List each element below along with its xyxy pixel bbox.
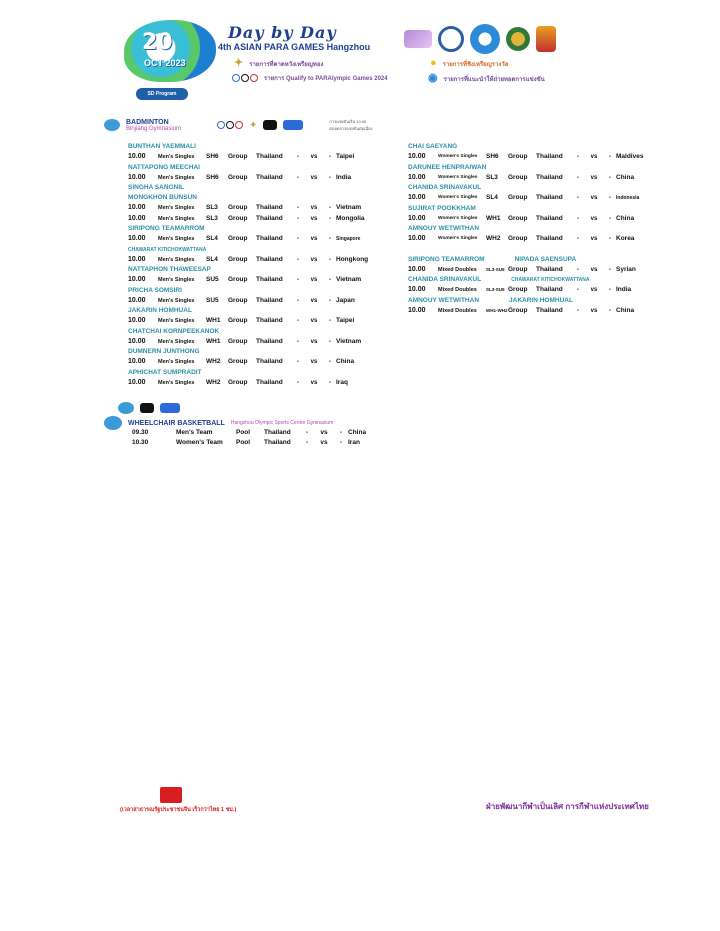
match-round: Pool [236, 429, 251, 436]
versus-label: vs [590, 236, 598, 242]
legend-gold-expected [234, 58, 323, 69]
separator-dash: - [329, 236, 331, 242]
match-time: 10.00 [128, 337, 146, 345]
separator-dash: - [297, 297, 299, 304]
badminton-venue: Binjiang Gymnasium [126, 125, 182, 132]
athlete-name: AMNOUY WETWITHAN [408, 225, 480, 232]
legend-qualify [232, 73, 388, 83]
athlete-name: JAKARIN HOMHUAL [128, 307, 192, 314]
versus-label: vs [320, 439, 328, 446]
athlete-name: CHAI SAEYANG [408, 143, 458, 150]
separator-dash: - [577, 287, 579, 293]
separator-dash: - [577, 215, 579, 222]
separator-dash: - [609, 287, 611, 293]
versus-label: vs [310, 215, 318, 222]
match-round: Group [228, 378, 248, 386]
match-event: Women's Singles [438, 174, 478, 180]
athlete-name: BUNTHAN YAEMMALI [128, 143, 196, 150]
match-team: Thailand [256, 173, 283, 181]
match-time: 10.00 [128, 214, 146, 222]
match-event: Men's Singles [158, 338, 195, 345]
athlete-name: NATTAPHON THAWEESAP [128, 266, 211, 273]
athlete-name: SIRIPONG TEAMARROM [128, 225, 205, 232]
versus-label: vs [310, 318, 318, 324]
section-gap [408, 245, 654, 255]
separator-dash: - [577, 236, 579, 242]
match-event: Men's Singles [158, 205, 195, 211]
athlete-name: APHICHAT SUMPRADIT [128, 368, 202, 376]
china-flag-icon [160, 787, 182, 803]
match-event: Men's Singles [158, 154, 195, 160]
match-round: Group [228, 276, 248, 283]
match-round: Group [228, 235, 248, 242]
match-event: Men's Singles [158, 297, 195, 304]
separator-dash: - [329, 318, 331, 324]
match-team: Thailand [536, 265, 563, 273]
athlete-name: DUMNERN JUNTHONG [128, 348, 200, 355]
match-event: Mixed Doubles [438, 307, 477, 314]
organizer-credit: ฝ่ายพัฒนากีฬาเป็นเลิศ การกีฬาแห่งประเทศไทย [486, 802, 649, 811]
match-opponent: Syrian [616, 265, 636, 273]
separator-dash: - [577, 266, 579, 273]
versus-label: vs [590, 154, 598, 160]
page-title: Day by Day [228, 23, 337, 42]
match-event: Women's Singles [438, 195, 478, 200]
match-event: Men's Singles [158, 215, 195, 222]
legend-medal-event [430, 58, 508, 69]
date-badge [124, 20, 216, 82]
match-row [408, 265, 654, 276]
match-row [128, 316, 374, 327]
match-row [128, 214, 374, 225]
match-row [128, 234, 374, 245]
versus-label: vs [310, 379, 318, 386]
match-opponent: Iraq [336, 378, 348, 386]
match-round: Group [508, 214, 528, 222]
athlete-name: SIRIPONG TEAMARROM [408, 255, 485, 263]
match-round: Group [228, 214, 248, 222]
separator-dash: - [577, 195, 579, 201]
separator-dash: - [297, 174, 299, 181]
match-round: Group [228, 317, 248, 324]
match-opponent: India [336, 173, 352, 181]
match-row [408, 306, 654, 317]
date-month: OCT 2023 [144, 58, 186, 68]
match-opponent: Vietnam [336, 337, 362, 345]
versus-label: vs [590, 195, 598, 201]
separator-dash: - [297, 277, 299, 283]
match-team: Thailand [256, 255, 283, 263]
separator-dash: - [329, 338, 331, 345]
match-opponent: China [616, 214, 635, 222]
match-event: Men's Singles [158, 318, 195, 324]
wheelchair-basketball-icon [104, 416, 122, 430]
basketball-title: WHEELCHAIR BASKETBALL [128, 419, 225, 427]
match-team: Thailand [256, 276, 283, 283]
match-opponent: China [336, 358, 355, 365]
match-time: 10.00 [128, 153, 146, 160]
match-time: 10.00 [128, 358, 146, 365]
match-time: 10.00 [128, 378, 146, 386]
paralympic-committee-logo-icon [536, 26, 556, 52]
broadcaster-logo-icon [160, 403, 180, 413]
match-round: Group [508, 173, 528, 181]
separator-dash: - [339, 429, 343, 436]
match-event: Mixed Doubles [438, 287, 477, 293]
program-badge: SD Program [136, 88, 188, 100]
match-opponent: Indonesia [616, 195, 640, 201]
badminton-title: BADMINTON [126, 118, 169, 126]
separator-dash: - [329, 205, 331, 211]
separator-dash: - [329, 215, 331, 222]
versus-label: vs [310, 338, 318, 345]
match-time: 10.00 [408, 306, 426, 314]
match-team: Thailand [536, 286, 563, 293]
separator-dash: - [609, 266, 611, 273]
match-event: Women's Singles [438, 154, 478, 159]
legend-gold-label: รายการที่คาดหวังเหรียญทอง [249, 61, 324, 68]
match-event: Women's Singles [438, 236, 478, 241]
match-team: Thailand [536, 173, 563, 181]
match-opponent: Mongolia [336, 214, 365, 222]
medal-icon: ● [430, 57, 437, 69]
timezone-note: (เวลาสาธารณรัฐประชาชนจีน เร็วกว่าไทย 1 ชม.) [120, 807, 237, 813]
separator-dash: - [329, 154, 331, 160]
match-event: Women's Singles [438, 215, 478, 221]
match-opponent: Iran [348, 439, 360, 446]
match-class: SU5 [206, 296, 219, 304]
match-team: Thailand [256, 235, 283, 242]
badminton-shuttle-logo-icon [404, 30, 432, 48]
separator-dash: - [339, 439, 343, 446]
separator-dash: - [329, 379, 331, 386]
match-row [128, 255, 374, 266]
separator-dash: - [305, 439, 309, 446]
match-opponent: Singapore [336, 236, 361, 242]
match-team: Thailand [256, 214, 283, 222]
match-round: Group [228, 337, 248, 345]
match-time: 09.30 [132, 429, 149, 436]
match-round: Group [508, 235, 528, 242]
match-class: WH2 [206, 378, 221, 386]
match-time: 10.00 [128, 317, 146, 324]
match-time: 10.00 [128, 204, 146, 211]
gold-star-icon: ✦ [234, 57, 244, 69]
match-row [128, 296, 374, 307]
basketball-match-row [132, 438, 388, 448]
match-class: SH6 [206, 153, 219, 160]
match-time: 10.00 [408, 286, 426, 293]
athlete-name: SUJIRAT POOKKHAM [408, 204, 476, 212]
match-class: WH1 [206, 337, 221, 345]
match-class: SL4 [206, 255, 218, 263]
match-opponent: India [616, 286, 632, 293]
athlete-name: NIPADA SAENSUPA [514, 255, 577, 263]
separator-dash: - [609, 236, 611, 242]
versus-label: vs [590, 215, 598, 222]
match-class: SL3 [206, 214, 218, 222]
basketball-logos [118, 402, 180, 414]
match-time: 10.00 [408, 214, 426, 222]
separator-dash: - [329, 359, 331, 365]
match-row [408, 214, 654, 225]
versus-label: vs [310, 174, 318, 181]
separator-dash: - [609, 195, 611, 201]
athlete-name: CHAWARAT KITICHOKWATTANA [511, 277, 590, 283]
legend-medal-label: รายการที่ชิงเหรียญรางวัล [442, 61, 509, 68]
athlete-pair [408, 275, 654, 285]
match-time: 10.00 [408, 153, 426, 160]
match-team: Thailand [536, 194, 563, 201]
separator-dash: - [609, 154, 611, 160]
match-team: Thailand [256, 204, 283, 211]
match-class: SL4 [206, 235, 218, 242]
match-time: 10.00 [408, 194, 426, 201]
separator-dash: - [329, 256, 331, 263]
match-team: Thailand [536, 153, 563, 160]
match-class: WH1-WH2 [486, 307, 508, 313]
match-team: Thailand [256, 337, 283, 345]
athlete-pair [408, 255, 654, 265]
match-class: WH1 [486, 214, 501, 222]
versus-label: vs [310, 277, 318, 283]
versus-label: vs [310, 205, 318, 211]
athlete-name: PRICHA SOMSIRI [128, 286, 182, 294]
match-class: SL4 [486, 194, 498, 201]
match-class: SL3 [486, 173, 498, 181]
match-row [408, 152, 654, 163]
match-row [128, 337, 374, 348]
match-round: Group [228, 358, 248, 365]
match-opponent: Maldives [616, 153, 644, 160]
gold-star-icon: ✦ [249, 119, 258, 131]
separator-dash: - [305, 429, 309, 436]
match-event: Men's Singles [158, 277, 195, 283]
royal-emblem-icon [506, 27, 530, 51]
match-time: 10.00 [408, 235, 426, 242]
tv-channel-logo-icon [140, 403, 154, 413]
broadcaster-logo-icon [283, 120, 303, 130]
versus-label: vs [320, 429, 328, 436]
match-class: SH6 [206, 173, 219, 181]
match-opponent: Vietnam [336, 276, 362, 283]
match-event: Men's Singles [158, 359, 195, 365]
match-team: Thailand [536, 235, 563, 242]
match-team: Thailand [256, 358, 283, 365]
match-time: 10.00 [128, 276, 146, 283]
separator-dash: - [297, 338, 299, 345]
match-opponent: Hongkong [336, 255, 369, 263]
match-team: Thailand [256, 153, 283, 160]
match-team: Thailand [264, 429, 291, 436]
athlete-name: DARUNEE HENPRAIWAN [408, 163, 487, 171]
separator-dash: - [577, 174, 579, 181]
badminton-header [104, 118, 372, 132]
match-row [128, 203, 374, 214]
match-team: Thailand [536, 306, 563, 314]
separator-dash: - [297, 379, 299, 386]
separator-dash: - [609, 215, 611, 222]
basketball-match-row [132, 428, 388, 438]
match-round: Group [228, 173, 248, 181]
match-class: SH6 [486, 153, 499, 160]
match-row [408, 193, 654, 204]
versus-label: vs [310, 154, 318, 160]
match-row [128, 152, 374, 163]
legend-recommend-label: รายการที่แนะนำให้ถ่ายทอดการแข่งขัน [443, 76, 545, 83]
versus-label: vs [310, 297, 318, 304]
badminton-player-icon [104, 119, 120, 131]
match-round: Group [508, 153, 528, 160]
match-event: Men's Singles [158, 174, 195, 181]
match-event: Men's Singles [158, 256, 195, 263]
match-round: Pool [236, 439, 251, 446]
match-row [408, 173, 654, 184]
sports-authority-logo-icon [470, 24, 500, 54]
basketball-venue: Hangzhou Olympic Sports Centre Gymnasium [230, 420, 334, 426]
tv-channel-logo-icon [263, 120, 277, 130]
versus-label: vs [310, 256, 318, 263]
match-round: Group [508, 265, 528, 273]
match-opponent: Taipei [336, 317, 355, 324]
match-time: 10.30 [132, 439, 149, 446]
match-team: Thailand [256, 378, 283, 386]
match-opponent: China [616, 173, 635, 181]
match-row [128, 173, 374, 184]
match-team: Thailand [256, 296, 283, 304]
match-row [128, 357, 374, 368]
basketball-rows [132, 428, 388, 448]
match-time: 10.00 [128, 173, 146, 181]
match-class: WH1 [206, 317, 221, 324]
separator-dash: - [297, 205, 299, 211]
separator-dash: - [297, 154, 299, 160]
match-class: SU5 [206, 276, 219, 283]
separator-dash: - [329, 297, 331, 304]
versus-label: vs [590, 266, 598, 273]
match-team: Thailand [256, 317, 283, 324]
match-round: Group [228, 153, 248, 160]
match-class: WH2 [486, 235, 501, 242]
match-round: Group [228, 204, 248, 211]
organization-logos [404, 24, 556, 54]
match-class: SL3-SU5 [486, 266, 505, 272]
match-round: Group [508, 306, 528, 314]
match-team: Thailand [536, 214, 563, 222]
separator-dash: - [609, 174, 611, 181]
versus-label: vs [310, 359, 318, 365]
match-opponent: Vietnam [336, 204, 362, 211]
match-event: Mixed Doubles [438, 266, 477, 273]
match-class: WH2 [206, 358, 221, 365]
match-event: Women's Team [176, 439, 223, 446]
match-opponent: China [348, 429, 367, 436]
athlete-pair [408, 296, 654, 306]
badminton-men-column [128, 142, 374, 388]
badminton-women-column [408, 142, 654, 316]
match-round: Group [228, 296, 248, 304]
separator-dash: - [329, 277, 331, 283]
separator-dash: - [297, 256, 299, 263]
athlete-name: CHANIDA SRINAVAKUL [408, 184, 482, 191]
versus-label: vs [590, 287, 598, 293]
olympic-rings-icon [232, 74, 258, 82]
separator-dash: - [297, 236, 299, 242]
athlete-name: JAKARIN HOMHUAL [509, 296, 573, 304]
match-opponent: Taipei [336, 153, 355, 160]
date-day: 20 [142, 30, 173, 55]
separator-dash: - [297, 215, 299, 222]
match-row [128, 378, 374, 389]
match-row [408, 234, 654, 245]
versus-label: vs [310, 236, 318, 242]
match-round: Group [508, 286, 528, 293]
match-time: 10.00 [128, 255, 146, 263]
athlete-name: CHANIDA SRINAVAKUL [408, 276, 482, 283]
athlete-name: NATTAPONG MEECHAI [128, 163, 200, 171]
match-class: SL3 [206, 204, 218, 211]
start-note: การแข่งขันเริ่ม 10.00 [329, 119, 367, 124]
match-opponent: Japan [336, 296, 355, 304]
match-round: Group [508, 194, 528, 201]
separator-dash: - [329, 174, 331, 181]
match-round: Group [228, 255, 248, 263]
match-event: Men's Singles [158, 236, 195, 242]
legend-recommended-broadcast [428, 73, 545, 84]
separator-dash: - [297, 318, 299, 324]
sport-icon [118, 402, 134, 414]
continuous-note: ตลอดการแข่งขันต่อเนื่อง [329, 126, 373, 131]
match-row [128, 275, 374, 286]
separator-dash: - [297, 359, 299, 365]
match-team: Thailand [264, 439, 291, 446]
match-time: 10.00 [408, 173, 426, 181]
match-time: 10.00 [128, 235, 146, 242]
versus-label: vs [590, 307, 598, 314]
match-time: 10.00 [128, 296, 146, 304]
separator-dash: - [609, 307, 611, 314]
match-time: 10.00 [408, 265, 426, 273]
athlete-name: SINGHA SANGNIL [128, 184, 185, 191]
page-subtitle: 4th ASIAN PARA GAMES Hangzhou [218, 42, 371, 52]
versus-label: vs [590, 174, 598, 181]
separator-dash: - [577, 154, 579, 160]
match-opponent: Korea [616, 235, 635, 242]
athlete-name: MONGKHON BUNSUN [128, 194, 197, 201]
olympic-rings-icon [217, 121, 243, 129]
match-class: SL3-SU5 [486, 287, 505, 292]
match-event: Men's Singles [158, 379, 195, 386]
separator-dash: - [577, 307, 579, 314]
broadcast-icon: ◉ [428, 72, 438, 84]
match-opponent: China [616, 306, 635, 314]
match-event: Men's Team [176, 429, 213, 436]
association-logo-icon [438, 26, 464, 52]
athlete-name: CHAWARAT KITICHOKWATTANA [128, 246, 207, 253]
athlete-name: CHATCHAI KORNPEEKANOK [128, 327, 220, 335]
legend-qualify-label: รายการ Qualify to PARAlympic Games 2024 [264, 76, 388, 82]
athlete-name: AMNOUY WETWITHAN [408, 296, 480, 304]
match-row [408, 285, 654, 296]
